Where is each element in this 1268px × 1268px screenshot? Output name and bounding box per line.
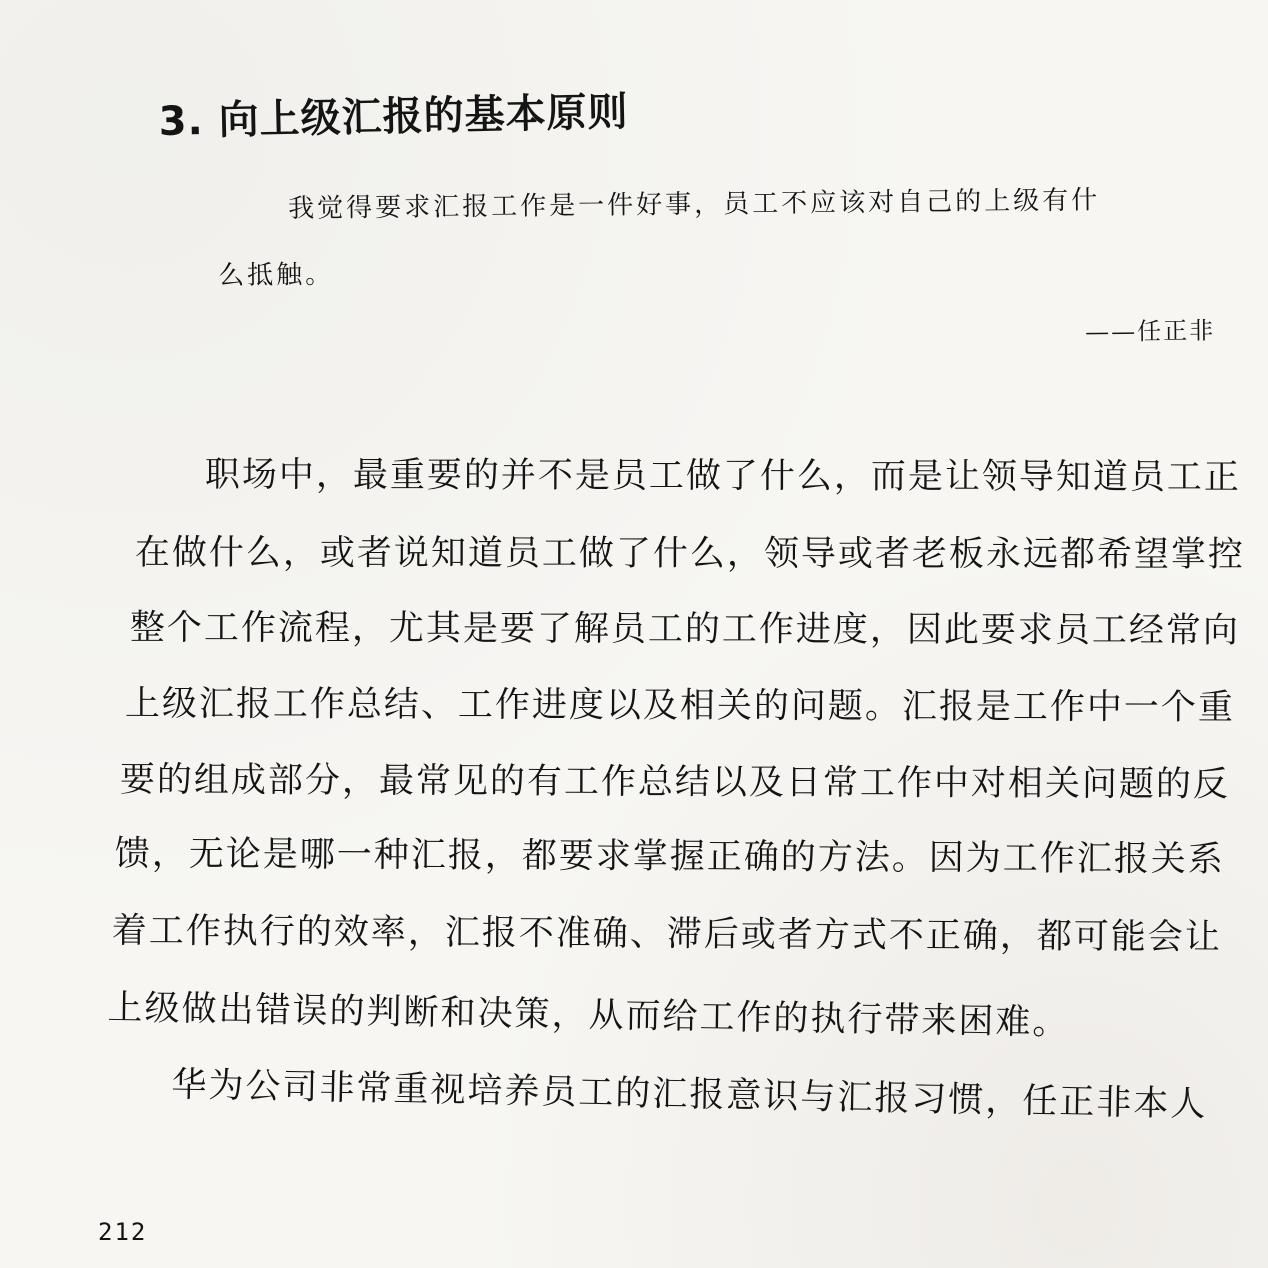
paragraph-line: 要的组成部分，最常见的有工作总结以及日常工作中对相关问题的反 — [119, 759, 1230, 805]
quote-line: 我觉得要求汇报工作是一件好事，员工不应该对自己的上级有什 — [288, 185, 1101, 224]
paragraph-line: 整个工作流程，尤其是要了解员工的工作进度，因此要求员工经常向 — [129, 608, 1240, 651]
quote-attribution: ——任正非 — [1085, 316, 1216, 346]
paragraph-line: 在做什么，或者说知道员工做了什么，领导或者老板永远都希望掌控 — [134, 533, 1245, 575]
paragraph-line: 上级汇报工作总结、工作进度以及相关的问题。汇报是工作中一个重 — [124, 683, 1235, 728]
paragraph-line: 馈，无论是哪一种汇报，都要求掌握正确的方法。因为工作汇报关系 — [114, 833, 1225, 880]
quote-line: 么抵触。 — [218, 259, 335, 291]
paragraph-line: 上级做出错误的判断和决策，从而给工作的执行带来困难。 — [107, 987, 1070, 1044]
page-number: 212 — [98, 1218, 148, 1246]
paragraph-line: 职场中，最重要的并不是员工做了什么，而是让领导知道员工正 — [204, 454, 1241, 498]
paragraph-line: 华为公司非常重视培养员工的汇报意识与汇报习惯，任正非本人 — [171, 1064, 1208, 1125]
paragraph-line: 着工作执行的效率，汇报不准确、滞后或者方式不正确，都可能会让 — [111, 910, 1222, 958]
section-title: 3. 向上级汇报的基本原则 — [158, 89, 630, 145]
